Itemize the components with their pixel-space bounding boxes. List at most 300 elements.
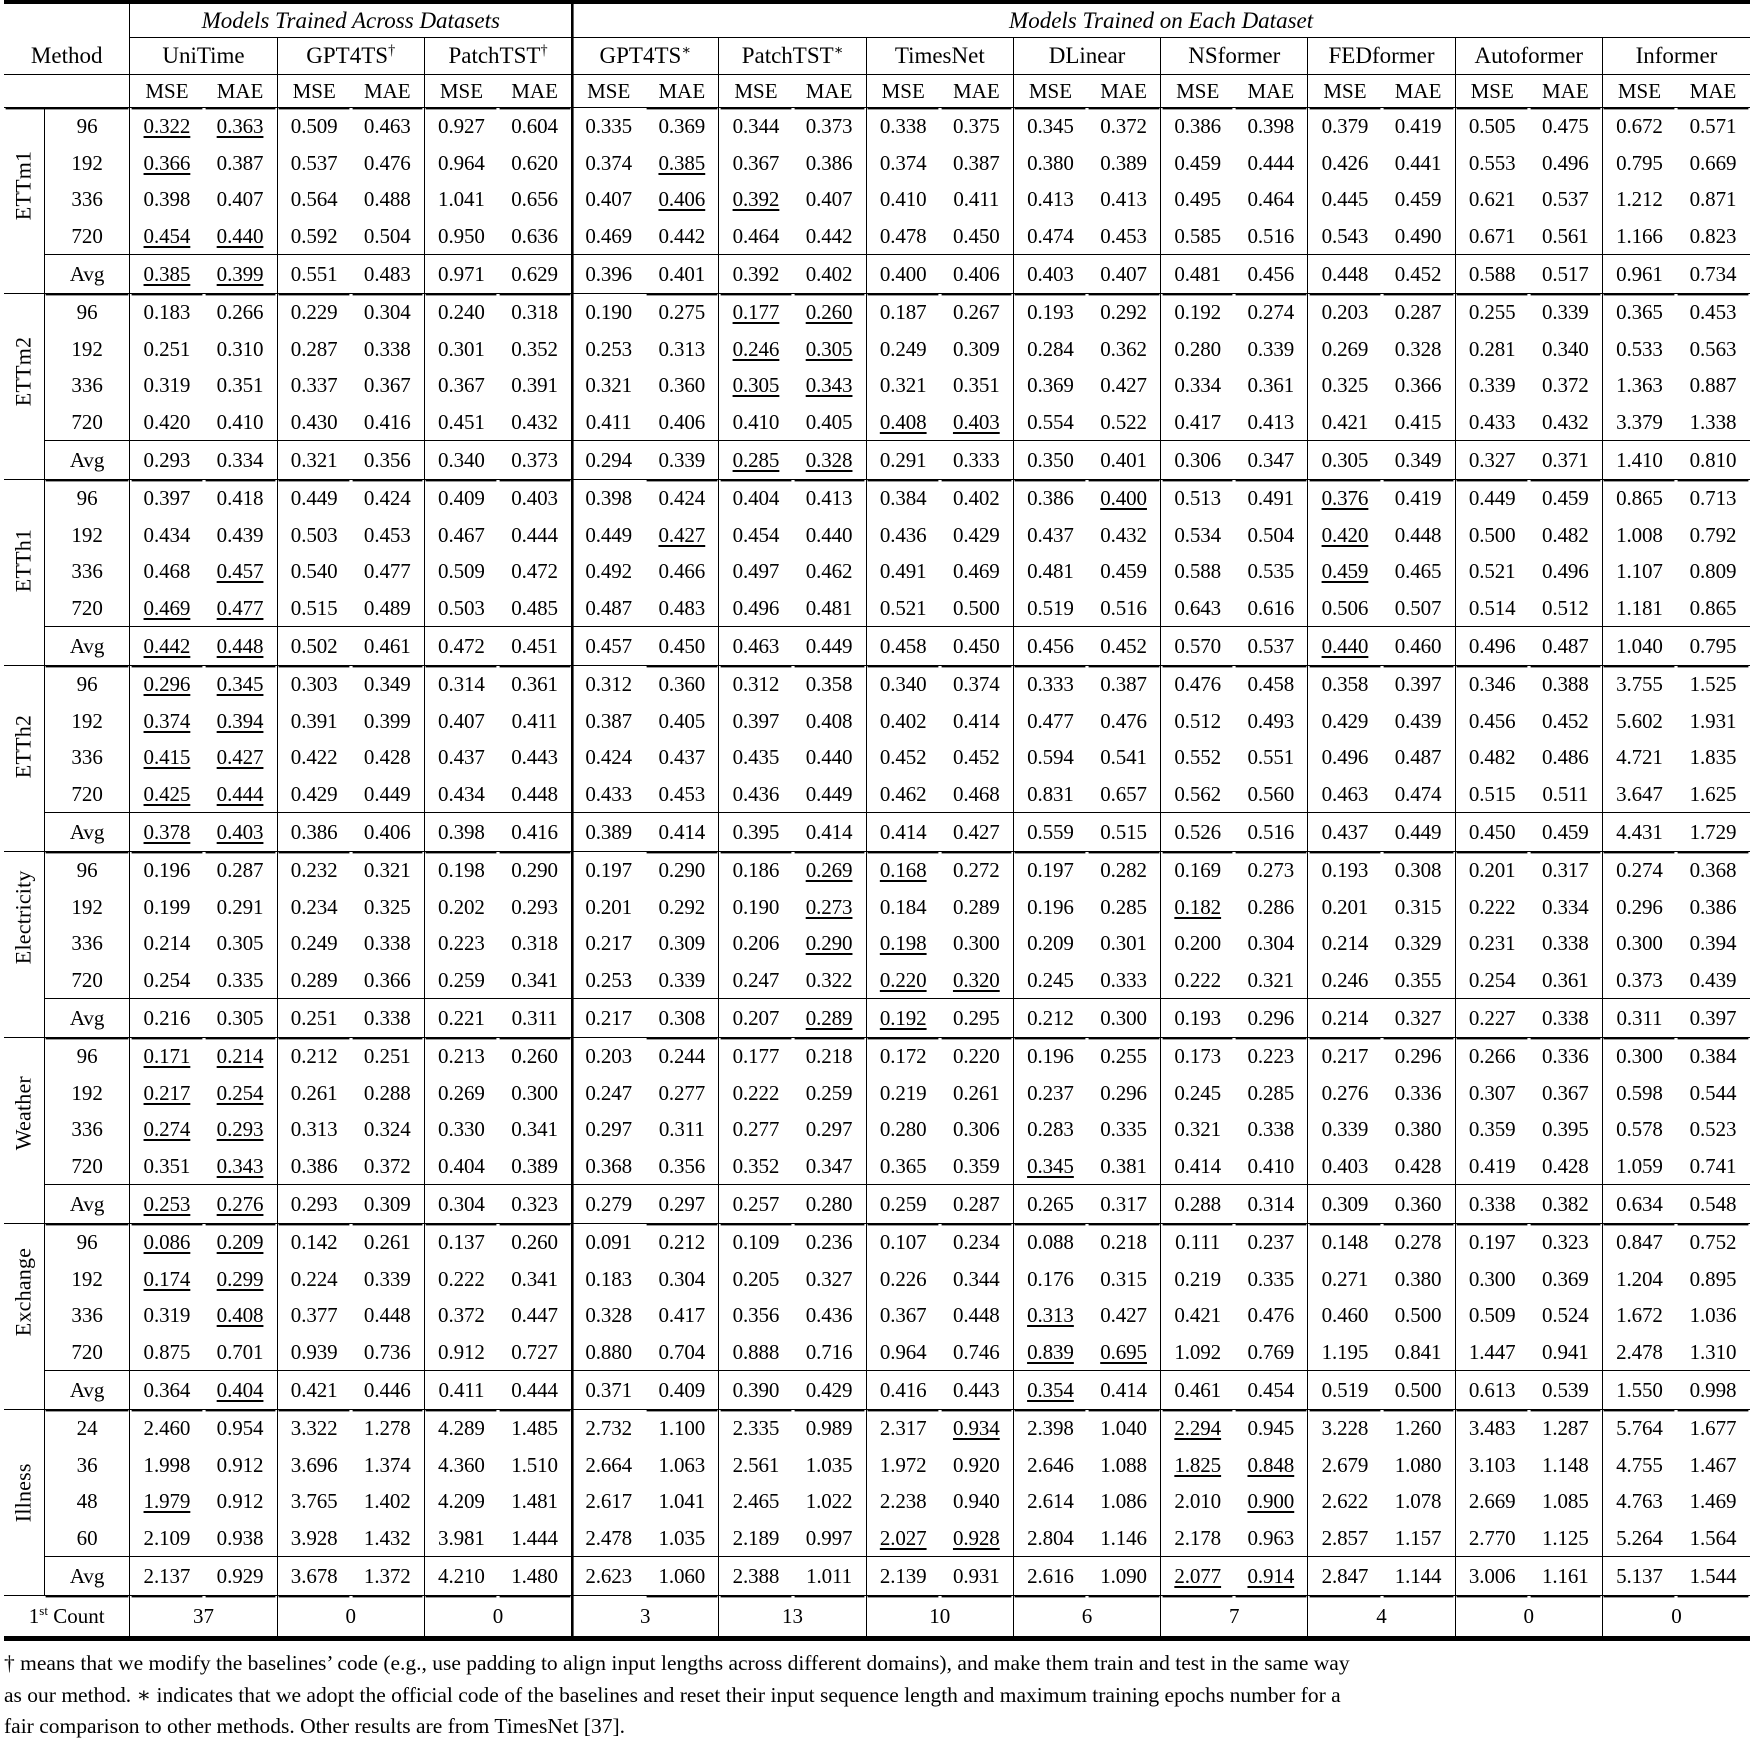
value-cell: 0.483	[645, 590, 719, 627]
value-cell: 0.437	[1013, 517, 1087, 554]
value-cell: 0.381	[1087, 1148, 1161, 1185]
value-cell: 0.419	[1394, 114, 1442, 138]
value-cell: 2.478	[572, 1520, 646, 1557]
value-cell: 0.503	[424, 590, 498, 627]
model-header-gpt4ts-dagger	[277, 38, 424, 75]
model-header-fedformer	[1308, 38, 1455, 75]
avg-value-cell: 0.338	[351, 999, 425, 1038]
avg-value-cell: 0.296	[1234, 999, 1308, 1038]
value-cell: 0.358	[1308, 666, 1382, 703]
value-cell: 1.040	[1100, 1416, 1147, 1440]
value-cell: 0.244	[658, 1044, 706, 1068]
value-cell: 0.477	[1013, 703, 1087, 740]
value-cell: 0.283	[1013, 1111, 1087, 1148]
table-row	[4, 553, 1750, 590]
value-cell: 0.285	[1247, 1080, 1295, 1105]
value-cell: 0.318	[511, 300, 558, 324]
value-cell: 0.912	[216, 1452, 264, 1477]
value-cell: 0.366	[130, 145, 204, 182]
value-cell: 0.432	[1100, 522, 1147, 547]
model-name: UniTime	[162, 43, 245, 68]
value-cell: 0.485	[498, 590, 572, 627]
value-cell: 0.459	[1161, 145, 1235, 182]
value-cell: 0.430	[277, 404, 351, 441]
value-cell: 0.462	[866, 776, 940, 813]
value-cell: 0.351	[952, 373, 1000, 397]
value-cell: 0.339	[1455, 367, 1529, 404]
value-cell: 0.325	[363, 894, 411, 919]
avg-value-cell: 0.373	[498, 441, 572, 480]
value-cell: 0.277	[719, 1111, 793, 1148]
table-row	[4, 1483, 1750, 1520]
value-cell: 4.360	[424, 1447, 498, 1484]
value-cell: 0.203	[572, 1038, 646, 1075]
value-cell: 0.512	[1161, 703, 1235, 740]
value-cell: 0.513	[1161, 480, 1235, 517]
table-row-avg	[4, 1371, 1750, 1410]
dataset-label-exchange	[4, 1224, 44, 1410]
value-cell: 0.217	[130, 1075, 204, 1112]
value-cell: 0.202	[424, 889, 498, 926]
value-cell: 1.444	[498, 1520, 572, 1557]
avg-value-cell: 1.090	[1087, 1557, 1161, 1596]
value-cell: 0.254	[1455, 962, 1529, 999]
value-cell: 0.201	[1308, 889, 1382, 926]
value-cell: 0.289	[952, 894, 1000, 919]
value-cell: 0.516	[1087, 590, 1161, 627]
avg-value-cell: 0.414	[866, 813, 940, 852]
value-cell: 0.304	[1247, 931, 1295, 955]
value-cell: 0.198	[866, 925, 940, 962]
value-cell: 0.410	[204, 404, 278, 441]
value-cell: 0.290	[805, 931, 853, 955]
value-cell: 0.424	[363, 486, 411, 510]
avg-value-cell: 0.327	[1382, 999, 1456, 1038]
model-header-gpt4ts-star	[572, 38, 719, 75]
value-cell: 0.516	[1234, 218, 1308, 255]
value-cell: 0.945	[1247, 1416, 1295, 1440]
value-cell: 2.732	[572, 1410, 646, 1447]
dataset-name: Electricity	[10, 870, 36, 965]
value-cell: 0.453	[1087, 218, 1161, 255]
value-cell: 1.166	[1602, 218, 1676, 255]
value-cell: 0.365	[1602, 294, 1676, 331]
value-cell: 5.264	[1602, 1520, 1676, 1557]
model-mark: ∗	[681, 42, 692, 59]
metric-header-gpt4ts-mae: MAE	[351, 75, 425, 108]
value-cell: 0.345	[216, 672, 264, 696]
avg-value-cell: 0.406	[351, 813, 425, 852]
horizon-label: 720	[44, 776, 130, 813]
value-cell: 0.656	[511, 187, 558, 211]
value-cell: 0.453	[645, 776, 719, 813]
value-cell: 0.408	[866, 404, 940, 441]
horizon-label: 336	[44, 1111, 130, 1148]
value-cell: 0.428	[363, 745, 411, 769]
value-cell: 0.434	[130, 517, 204, 554]
avg-value-cell: 0.280	[793, 1185, 867, 1224]
value-cell: 3.228	[1308, 1410, 1382, 1447]
value-cell: 0.435	[719, 739, 793, 776]
avg-value-cell: 0.461	[1161, 1371, 1235, 1410]
value-cell: 0.182	[1161, 889, 1235, 926]
avg-value-cell: 0.251	[277, 999, 351, 1038]
value-cell: 0.927	[424, 108, 498, 145]
avg-value-cell: 0.227	[1455, 999, 1529, 1038]
value-cell: 2.335	[719, 1410, 793, 1447]
value-cell: 0.410	[719, 404, 793, 441]
value-cell: 0.203	[1308, 294, 1382, 331]
value-cell: 0.514	[1455, 590, 1529, 627]
value-cell: 0.373	[1602, 962, 1676, 999]
value-cell: 0.443	[511, 745, 558, 769]
value-cell: 0.300	[1602, 1038, 1676, 1075]
value-cell: 0.562	[1161, 776, 1235, 813]
value-cell: 0.217	[1308, 1038, 1382, 1075]
avg-value-cell: 0.371	[572, 1371, 646, 1410]
value-cell: 0.359	[1455, 1111, 1529, 1148]
value-cell: 0.388	[1541, 672, 1589, 696]
value-cell: 0.964	[424, 145, 498, 182]
value-cell: 0.197	[1013, 852, 1087, 889]
value-cell: 0.440	[204, 218, 278, 255]
value-cell: 2.622	[1308, 1483, 1382, 1520]
value-cell: 0.275	[658, 300, 706, 324]
avg-value-cell: 0.392	[719, 255, 793, 294]
value-cell: 0.448	[498, 776, 572, 813]
value-cell: 0.246	[719, 331, 793, 368]
value-cell: 0.328	[1394, 336, 1442, 361]
value-cell: 0.274	[130, 1111, 204, 1148]
table-footnote	[4, 1648, 1750, 1742]
value-cell: 0.174	[130, 1261, 204, 1298]
value-cell: 0.713	[1689, 486, 1737, 510]
value-cell: 0.361	[1529, 962, 1603, 999]
metric-header-fedformer-mse: MSE	[1308, 75, 1382, 108]
value-cell: 0.372	[424, 1297, 498, 1334]
horizon-label: 192	[44, 331, 130, 368]
avg-value-cell: 0.212	[1013, 999, 1087, 1038]
value-cell: 0.408	[216, 1303, 264, 1327]
value-cell: 0.193	[1308, 852, 1382, 889]
value-cell: 0.249	[866, 331, 940, 368]
avg-value-cell: 0.496	[1455, 627, 1529, 666]
avg-value-cell: 0.613	[1455, 1371, 1529, 1410]
avg-value-cell: 0.350	[1013, 441, 1087, 480]
horizon-label: 192	[44, 889, 130, 926]
avg-value-cell: 4.431	[1602, 813, 1676, 852]
value-cell: 0.284	[1013, 331, 1087, 368]
value-cell: 0.356	[719, 1297, 793, 1334]
table-row	[4, 962, 1750, 999]
value-cell: 0.598	[1602, 1075, 1676, 1112]
value-cell: 0.196	[1013, 1038, 1087, 1075]
model-name: DLinear	[1048, 43, 1126, 68]
value-cell: 0.553	[1455, 145, 1529, 182]
avg-value-cell: 0.629	[498, 255, 572, 294]
metric-header-gpt4ts-mse: MSE	[572, 75, 646, 108]
value-cell: 3.765	[277, 1483, 351, 1520]
value-cell: 0.467	[424, 517, 498, 554]
horizon-label: 720	[44, 590, 130, 627]
value-cell: 0.464	[719, 218, 793, 255]
value-cell: 0.496	[1308, 739, 1382, 776]
value-cell: 0.875	[130, 1334, 204, 1371]
avg-value-cell: 0.401	[1087, 441, 1161, 480]
value-cell: 0.427	[216, 745, 264, 769]
value-cell: 0.339	[1308, 1111, 1382, 1148]
value-cell: 0.267	[952, 300, 1000, 324]
value-cell: 0.172	[866, 1038, 940, 1075]
value-cell: 0.337	[277, 367, 351, 404]
value-cell: 0.366	[1394, 373, 1442, 397]
value-cell: 0.414	[1161, 1148, 1235, 1185]
value-cell: 0.398	[130, 181, 204, 218]
value-cell: 0.374	[130, 703, 204, 740]
avg-value-cell: 0.216	[130, 999, 204, 1038]
first-count-label-sup: st	[39, 1603, 48, 1618]
value-cell: 0.564	[277, 181, 351, 218]
value-cell: 2.238	[866, 1483, 940, 1520]
value-cell: 0.240	[424, 294, 498, 331]
value-cell: 0.321	[1234, 962, 1308, 999]
avg-value-cell: 0.309	[351, 1185, 425, 1224]
value-cell: 0.809	[1689, 559, 1737, 583]
value-cell: 0.339	[645, 962, 719, 999]
value-cell: 0.406	[645, 404, 719, 441]
value-cell: 0.286	[1247, 894, 1295, 919]
value-cell: 0.468	[130, 553, 204, 590]
avg-value-cell: 0.306	[1161, 441, 1235, 480]
value-cell: 0.504	[351, 218, 425, 255]
avg-value-cell: 0.288	[1161, 1185, 1235, 1224]
avg-value-cell: 0.539	[1529, 1371, 1603, 1410]
value-cell: 0.476	[1100, 708, 1147, 733]
value-cell: 0.361	[1247, 373, 1295, 397]
value-cell: 0.196	[1013, 889, 1087, 926]
value-cell: 0.449	[277, 480, 351, 517]
value-cell: 0.291	[216, 894, 264, 919]
value-cell: 1.260	[1394, 1416, 1442, 1440]
metric-header-patchtst-mae: MAE	[498, 75, 572, 108]
value-cell: 0.338	[363, 336, 411, 361]
value-cell: 0.282	[1100, 858, 1147, 882]
table-row	[4, 1075, 1750, 1112]
dataset-label-etth1	[4, 480, 44, 666]
value-cell: 0.259	[424, 962, 498, 999]
value-cell: 0.214	[1308, 925, 1382, 962]
value-cell: 0.384	[866, 480, 940, 517]
value-cell: 0.335	[1247, 1266, 1295, 1291]
value-cell: 0.222	[719, 1075, 793, 1112]
value-cell: 0.407	[572, 181, 646, 218]
value-cell: 0.439	[1394, 708, 1442, 733]
avg-value-cell: 0.295	[940, 999, 1014, 1038]
value-cell: 1.088	[1100, 1452, 1147, 1477]
value-cell: 0.214	[130, 925, 204, 962]
value-cell: 0.292	[658, 894, 706, 919]
avg-value-cell: 0.459	[1529, 813, 1603, 852]
metric-header-nsformer-mae: MAE	[1234, 75, 1308, 108]
table-row	[4, 852, 1750, 889]
value-cell: 0.201	[1455, 852, 1529, 889]
value-cell: 0.887	[1689, 373, 1737, 397]
value-cell: 1.363	[1602, 367, 1676, 404]
model-name: FEDformer	[1328, 43, 1435, 68]
value-cell: 1.041	[658, 1489, 706, 1513]
value-cell: 0.288	[363, 1080, 411, 1105]
value-cell: 0.454	[130, 218, 204, 255]
value-cell: 0.746	[940, 1334, 1014, 1371]
table-row	[4, 517, 1750, 554]
avg-value-cell: 0.450	[1455, 813, 1529, 852]
value-cell: 0.307	[1455, 1075, 1529, 1112]
value-cell: 4.721	[1602, 739, 1676, 776]
value-cell: 0.669	[1689, 150, 1737, 175]
horizon-label: 720	[44, 1334, 130, 1371]
value-cell: 0.402	[866, 703, 940, 740]
value-cell: 0.439	[216, 522, 264, 547]
table-row-avg	[4, 255, 1750, 294]
value-cell: 0.260	[511, 1044, 558, 1068]
value-cell: 0.407	[216, 187, 264, 211]
value-cell: 0.251	[363, 1044, 411, 1068]
avg-value-cell: 0.458	[866, 627, 940, 666]
table-row	[4, 703, 1750, 740]
value-cell: 0.954	[216, 1416, 264, 1440]
table-row	[4, 1038, 1750, 1075]
value-cell: 1.086	[1100, 1489, 1147, 1513]
value-cell: 0.224	[277, 1261, 351, 1298]
value-cell: 0.321	[572, 367, 646, 404]
value-cell: 0.474	[1013, 218, 1087, 255]
value-cell: 0.091	[572, 1224, 646, 1261]
value-cell: 0.229	[277, 294, 351, 331]
value-cell: 0.137	[424, 1224, 498, 1261]
avg-value-cell: 0.961	[1602, 255, 1676, 294]
value-cell: 0.544	[1689, 1080, 1737, 1105]
value-cell: 2.804	[1013, 1520, 1087, 1557]
value-cell: 0.397	[1394, 672, 1442, 696]
value-cell: 2.294	[1161, 1410, 1235, 1447]
value-cell: 0.197	[572, 852, 646, 889]
avg-value-cell: 0.929	[204, 1557, 278, 1596]
value-cell: 0.831	[1013, 776, 1087, 813]
value-cell: 0.436	[805, 1303, 853, 1327]
value-cell: 0.491	[866, 553, 940, 590]
value-cell: 0.293	[511, 894, 558, 919]
method-label: Method	[4, 38, 130, 75]
avg-value-cell: 0.339	[645, 441, 719, 480]
model-header-autoformer	[1455, 38, 1602, 75]
horizon-label: 720	[44, 962, 130, 999]
value-cell: 0.421	[1308, 404, 1382, 441]
first-count-value: 3	[572, 1596, 719, 1639]
value-cell: 3.483	[1455, 1410, 1529, 1447]
avg-value-cell: 0.338	[1455, 1185, 1529, 1224]
value-cell: 0.349	[363, 672, 411, 696]
avg-value-cell: 0.427	[940, 813, 1014, 852]
value-cell: 0.496	[1541, 150, 1589, 175]
value-cell: 0.521	[866, 590, 940, 627]
value-cell: 0.500	[1455, 517, 1529, 554]
value-cell: 0.168	[866, 852, 940, 889]
value-cell: 0.352	[511, 336, 558, 361]
value-cell: 0.259	[805, 1080, 853, 1105]
value-cell: 0.313	[658, 336, 706, 361]
first-count-value: 6	[1013, 1596, 1160, 1639]
value-cell: 0.209	[1013, 925, 1087, 962]
avg-value-cell: 2.388	[719, 1557, 793, 1596]
avg-value-cell: 0.265	[1013, 1185, 1087, 1224]
value-cell: 1.157	[1382, 1520, 1456, 1557]
value-cell: 0.253	[572, 962, 646, 999]
table-row	[4, 480, 1750, 517]
value-cell: 0.422	[277, 739, 351, 776]
avg-value-cell: 0.308	[645, 999, 719, 1038]
avg-value-cell: 0.334	[204, 441, 278, 480]
value-cell: 0.741	[1676, 1148, 1750, 1185]
value-cell: 1.672	[1602, 1297, 1676, 1334]
avg-value-cell: 1.729	[1676, 813, 1750, 852]
value-cell: 0.205	[719, 1261, 793, 1298]
value-cell: 0.213	[424, 1038, 498, 1075]
value-cell: 0.398	[1247, 114, 1295, 138]
avg-value-cell: 0.253	[130, 1185, 204, 1224]
value-cell: 0.643	[1161, 590, 1235, 627]
avg-value-cell: 0.551	[277, 255, 351, 294]
avg-value-cell: 0.297	[645, 1185, 719, 1224]
value-cell: 4.763	[1602, 1483, 1676, 1520]
model-name: TimesNet	[894, 43, 985, 68]
avg-value-cell: 1.410	[1602, 441, 1676, 480]
value-cell: 0.260	[805, 300, 853, 324]
value-cell: 0.321	[363, 858, 411, 882]
avg-value-cell: 0.443	[940, 1371, 1014, 1410]
value-cell: 0.410	[1234, 1148, 1308, 1185]
value-cell: 0.505	[1455, 108, 1529, 145]
value-cell: 0.509	[424, 553, 498, 590]
value-cell: 0.336	[1541, 1044, 1589, 1068]
value-cell: 0.334	[1541, 894, 1589, 919]
value-cell: 1.432	[351, 1520, 425, 1557]
horizon-label: 96	[44, 852, 130, 889]
avg-value-cell: 0.588	[1455, 255, 1529, 294]
value-cell: 4.755	[1602, 1447, 1676, 1484]
value-cell: 0.716	[793, 1334, 867, 1371]
value-cell: 0.183	[130, 294, 204, 331]
value-cell: 0.452	[1541, 708, 1589, 733]
value-cell: 0.367	[719, 145, 793, 182]
avg-value-cell: 0.304	[424, 1185, 498, 1224]
horizon-label-avg: Avg	[44, 1557, 130, 1596]
value-cell: 0.420	[1308, 517, 1382, 554]
value-cell: 0.315	[1394, 894, 1442, 919]
value-cell: 0.839	[1013, 1334, 1087, 1371]
value-cell: 0.407	[424, 703, 498, 740]
avg-value-cell: 0.452	[1087, 627, 1161, 666]
value-cell: 1.278	[363, 1416, 411, 1440]
avg-value-cell: 0.407	[1087, 255, 1161, 294]
value-cell: 0.398	[572, 480, 646, 517]
metric-header-autoformer-mse: MSE	[1455, 75, 1529, 108]
value-cell: 1.310	[1676, 1334, 1750, 1371]
avg-value-cell: 2.139	[866, 1557, 940, 1596]
value-cell: 0.310	[216, 336, 264, 361]
value-cell: 0.351	[130, 1148, 204, 1185]
value-cell: 0.318	[511, 931, 558, 955]
value-cell: 1.825	[1161, 1447, 1235, 1484]
